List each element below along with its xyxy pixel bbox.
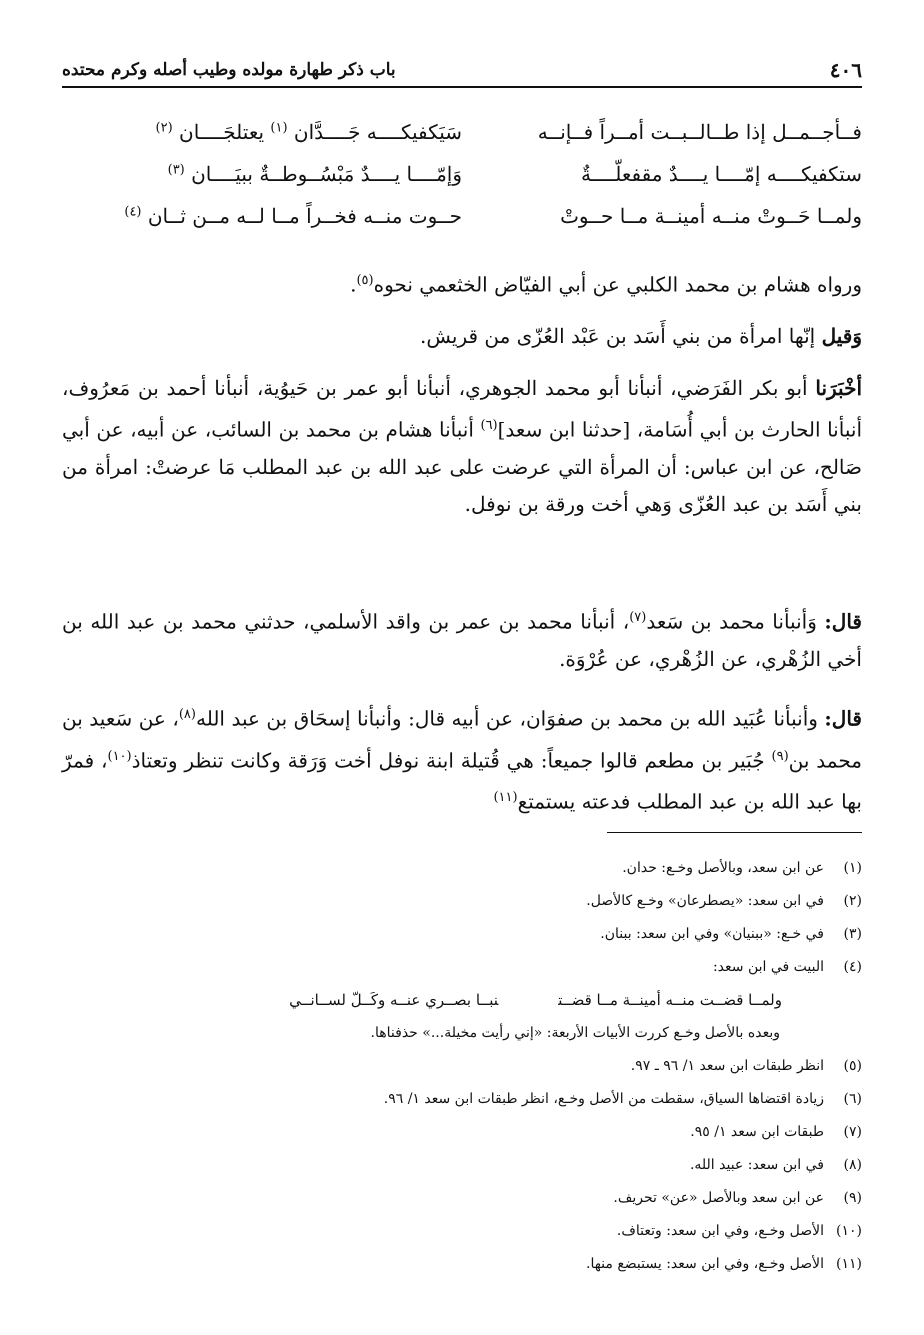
poem xyxy=(62,112,862,238)
footnote-verse-second: نبــا بصــري عنــه وكَــلّ لســانــي xyxy=(289,991,499,1009)
footnote-number: (١) xyxy=(843,860,862,876)
footnote-marker: (٩) xyxy=(771,748,789,764)
paragraph-lead: قال: xyxy=(824,609,862,634)
paragraph xyxy=(62,599,862,678)
footnote-number: (٤) xyxy=(843,959,862,975)
footnote-text: البيت في ابن سعد: xyxy=(712,959,824,975)
footnote-number: (٩) xyxy=(843,1190,862,1206)
footnote-item xyxy=(62,1182,862,1215)
footnote-number: (٣) xyxy=(843,926,862,942)
footnote-text: عن ابن سعد، وبالأصل وخـع: حدان. xyxy=(622,860,824,876)
verse-first-hemistich: ستكفيكــــه إمّــــا يــــدٌ مقفعلّــــةٌ xyxy=(581,162,862,186)
footnote-number: (٧) xyxy=(843,1124,862,1140)
footnote-number: (١١) xyxy=(836,1256,862,1272)
paragraph-end: . xyxy=(350,272,357,297)
footnote-item xyxy=(62,1149,862,1182)
verse-first-hemistich: فــأجــمــل إذا طــالــبــت أمــراً فــإنــه xyxy=(537,120,862,144)
footnote-marker: (٢) xyxy=(155,120,173,136)
footnote-marker: (١٠) xyxy=(107,748,132,764)
footnote-marker: (١) xyxy=(270,120,288,136)
footnote-number: (٢) xyxy=(843,893,862,909)
footnote-verse-first: ولمــا قضــت منــه أمينــة مــا قضــت xyxy=(558,991,782,1009)
paragraph-text: ، أنبأنا محمد بن عمر بن واقد الأسلمي، حدثني محمد بن عبد الله بن أخي الزُهْري، عن الزُهْري، عن عُرْوَة. xyxy=(62,609,862,671)
paragraph-text: ورواه هشام بن محمد الكلبي عن أبي الفيّاض الخثعمي نحوه xyxy=(373,272,862,297)
footnote-text: زيادة اقتضاها السياق، سقطت من الأصل وخـع، انظر طبقات ابن سعد ١/ ٩٦. xyxy=(383,1091,824,1107)
footnote-item xyxy=(62,1248,862,1281)
footnote-text: في خـع: «ببنيان» وفي ابن سعد: ببنان. xyxy=(600,926,824,942)
poem-verse xyxy=(62,196,862,238)
footnote-item xyxy=(62,1116,862,1149)
paragraph-text: جُبَير بن مطعم قالوا جميعاً: هي قُتيلة ابنة نوفل أخت وَرَقة وكانت تنظر وتعتاذ xyxy=(131,748,772,773)
poem-verse xyxy=(62,154,862,196)
verse-second-hemistich xyxy=(168,162,462,186)
verse-first-hemistich: ولمــا حَــوتْ منــه أمينــة مــا حــوتْ xyxy=(560,204,862,228)
paragraph-text: ، فمرّ بها عبد الله بن عبد المطلب فدعته يستمتع xyxy=(62,748,862,814)
paragraph-text: أنبأنا هشام بن محمد بن السائب، عن أبيه، عن أبي صَالح، عن ابن عباس: أن المرأة التي عرضت على عبد الله بن عبد المطلب مَا عرضتْ: امرأة من بني أَسَد بن عبد العُزّى وَهي أخت ورقة بن نوفل. xyxy=(62,417,862,516)
footnote-text: في ابن سعد: عبيد الله. xyxy=(689,1157,824,1173)
verse-second-hemistich xyxy=(156,120,462,144)
paragraph-text: ، عن سَعيد بن محمد بن xyxy=(62,706,862,773)
hemistich-text: حــوت منــه فخــراً مــا لــه مــن ثــان xyxy=(147,204,462,228)
footnote-item xyxy=(62,1050,862,1083)
footnote-marker: (٦) xyxy=(480,418,498,433)
footnote-item xyxy=(62,1083,862,1116)
paragraph-lead: قال: xyxy=(824,706,862,731)
paragraph-text: وَأنبأنا محمد بن سَعد xyxy=(646,609,825,634)
poem-verse xyxy=(62,112,862,154)
footnote-text: الأصل وخـع، وفي ابن سعد: يستبضع منها. xyxy=(586,1256,824,1272)
footnote-text: عن ابن سعد وبالأصل «عن» تحريف. xyxy=(613,1190,824,1206)
footnote-verse xyxy=(62,984,862,1017)
footnote-number: (٥) xyxy=(843,1058,862,1074)
hemistich-text: سَيَكفيكــــه جَــــدَّان xyxy=(293,120,462,144)
paragraph xyxy=(62,262,862,304)
footnote-text: طبقات ابن سعد ١/ ٩٥. xyxy=(690,1124,824,1140)
paragraph-text: إنّها امرأة من بني أَسَد بن عَبْد العُزّى من قريش. xyxy=(420,324,822,348)
hemistich-text: وَإمّــــا يــــدٌ مَبْسُــوطــةٌ ببيَــــان xyxy=(191,162,462,186)
hemistich-text-rest: يعتلجَــــان xyxy=(179,120,271,144)
footnote-marker: (١١) xyxy=(493,790,518,806)
paragraph xyxy=(62,696,862,821)
verse-second-hemistich xyxy=(124,204,462,228)
footnote-marker: (٥) xyxy=(356,273,374,288)
footnote-divider xyxy=(607,832,862,833)
footnotes xyxy=(62,852,862,1281)
footnote-item xyxy=(62,885,862,918)
paragraph-text: أبو بكر الفَرَضي، أنبأنا أبو محمد الجوهري، أنبأنا أبو عمر بن حَيوُية، أنبأنا أحمد بن مَعرُوف، أنبأنا الحارث بن أبي أُسَامة، [حدثنا ابن سعد] xyxy=(62,376,862,442)
footnote-text: في ابن سعد: «يصطرعان» وخـع كالأصل. xyxy=(586,893,824,909)
paragraph-text: وأنبأنا عُبَيد الله بن محمد بن صفوَان، عن أبيه قال: وأنبأنا إسحَاق بن عبد الله xyxy=(195,706,825,731)
footnote-item xyxy=(62,951,862,984)
footnote-text: الأصل وخـع، وفي ابن سعد: وتعتاف. xyxy=(616,1223,824,1239)
footnote-marker: (٧) xyxy=(629,610,647,625)
footnote-item xyxy=(62,1215,862,1248)
page-header xyxy=(62,52,862,88)
paragraph xyxy=(62,370,862,523)
footnote-number: (٦) xyxy=(843,1091,862,1107)
running-title: باب ذكر طهارة مولده وطيب أصله وكرم محتده xyxy=(62,60,396,80)
footnote-continuation: وبعده بالأصل وخـع كررت الأبيات الأربعة: «إني رأيت مخيلة...» حذفناها. xyxy=(370,1025,780,1041)
footnote-marker: (٨) xyxy=(178,707,196,722)
footnote-item xyxy=(62,918,862,951)
footnote-marker: (٤) xyxy=(124,204,142,220)
paragraph-lead: أخْبَرَنا xyxy=(815,376,862,400)
footnote-text: انظر طبقات ابن سعد ١/ ٩٦ ـ ٩٧. xyxy=(630,1058,824,1074)
page-number: ٤٠٦ xyxy=(829,58,862,82)
paragraph xyxy=(62,318,862,355)
footnote-marker: (٣) xyxy=(167,162,185,178)
paragraph-lead: وَقيل xyxy=(821,324,862,348)
footnote-item xyxy=(62,852,862,885)
footnote-number: (٨) xyxy=(843,1157,862,1173)
footnote-number: (١٠) xyxy=(836,1223,862,1239)
